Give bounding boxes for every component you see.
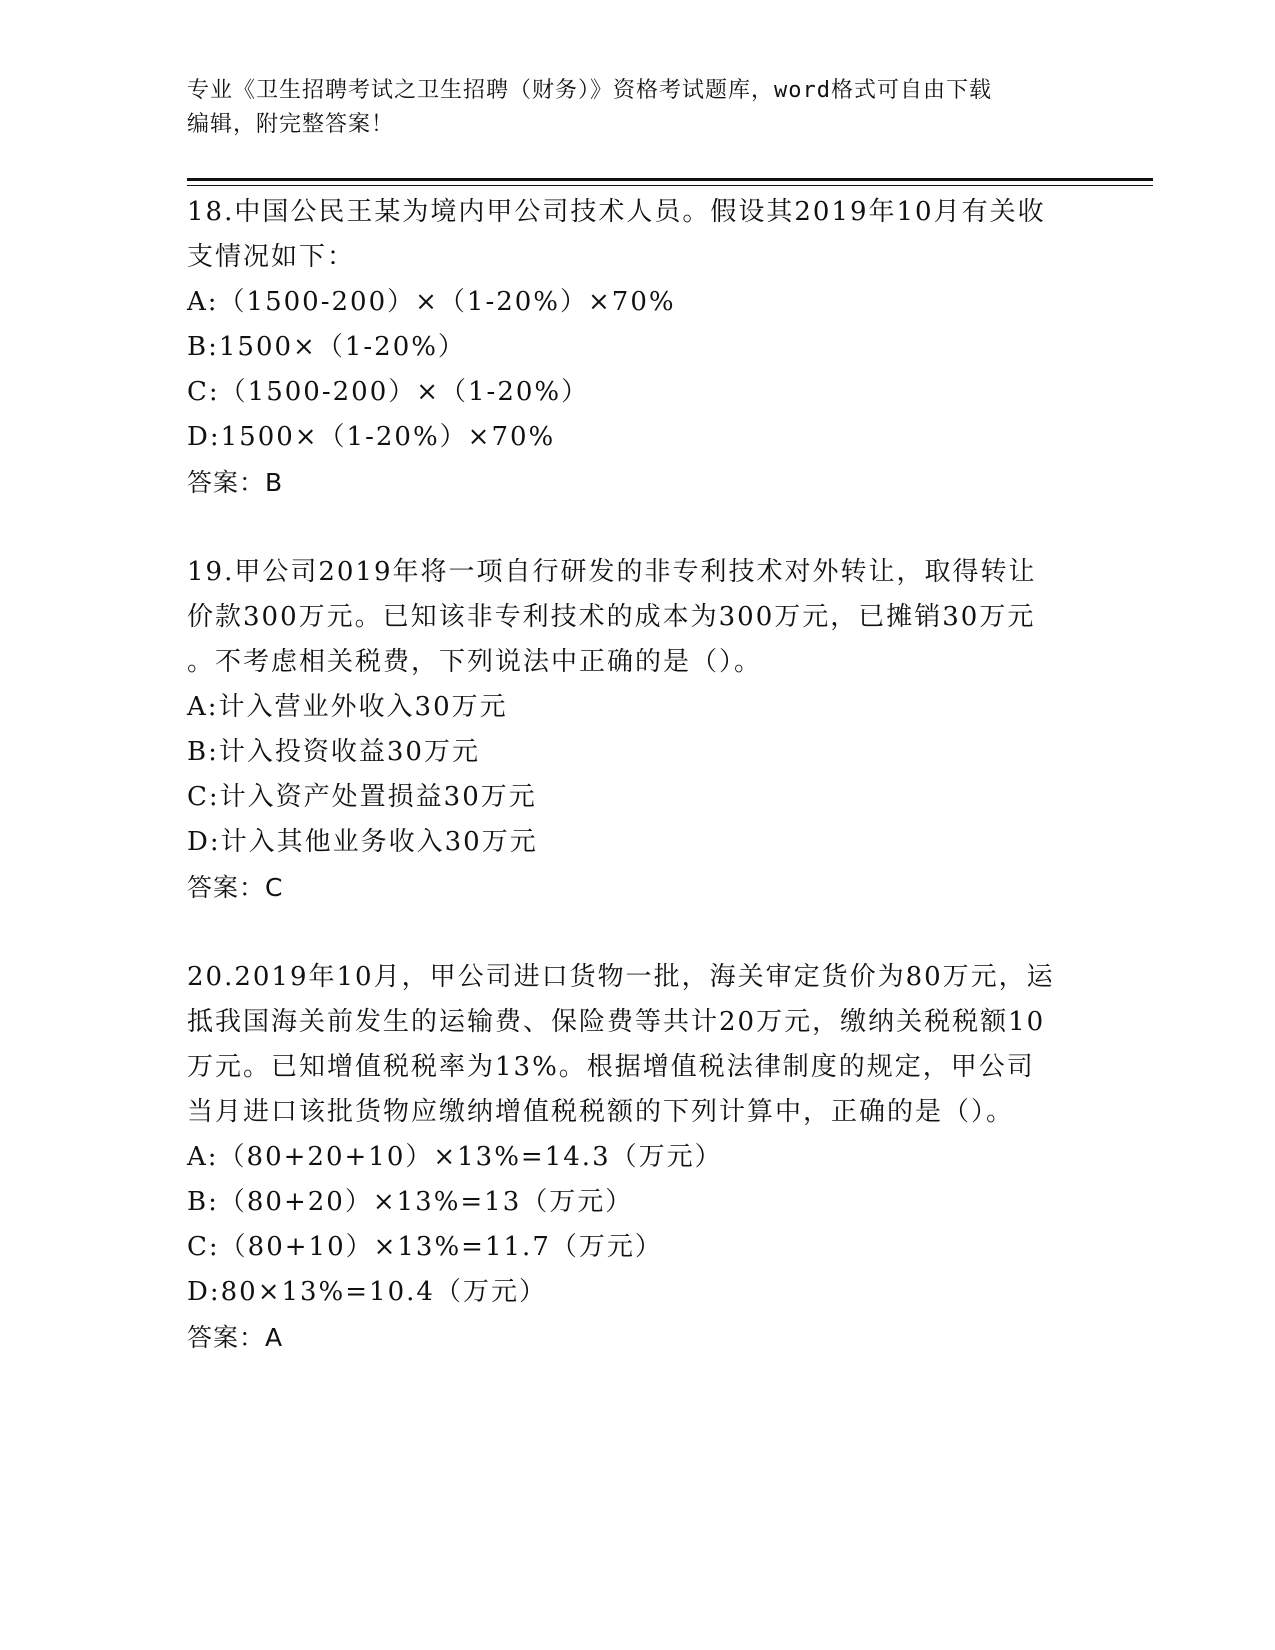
option-c: C:计入资产处置损益30万元 [187, 782, 537, 812]
question-stem-line: 18.中国公民王某为境内甲公司技术人员。假设其2019年10月有关收 [187, 197, 1046, 227]
answer-line: 答案：B [187, 468, 284, 497]
question-20 [187, 955, 1087, 1360]
option-c: C:（1500-200）×（1-20%） [187, 377, 590, 407]
option-a: A:计入营业外收入30万元 [187, 692, 508, 722]
question-stem-line: 。不考虑相关税费，下列说法中正确的是（）。 [187, 647, 763, 677]
question-19 [187, 550, 1087, 910]
question-stem-line: 万元。已知增值税税率为13%。根据增值税法律制度的规定，甲公司 [187, 1052, 1035, 1082]
answer-line: 答案：A [187, 1323, 284, 1352]
option-b: B:（80+20）×13%=13（万元） [187, 1187, 634, 1217]
option-a: A:（80+20+10）×13%=14.3（万元） [187, 1142, 723, 1172]
question-list [187, 190, 1087, 1360]
option-d: D:计入其他业务收入30万元 [187, 827, 538, 857]
header-line-2: 编辑，附完整答案！ [187, 112, 395, 137]
option-c: C:（80+10）×13%=11.7（万元） [187, 1232, 663, 1262]
option-d: D:1500×（1-20%）×70% [187, 422, 556, 452]
question-18 [187, 190, 1087, 505]
header-divider-thick [187, 178, 1153, 181]
answer-line: 答案：C [187, 873, 284, 902]
option-b: B:计入投资收益30万元 [187, 737, 480, 767]
question-stem-line: 19.甲公司2019年将一项自行研发的非专利技术对外转让，取得转让 [187, 557, 1037, 587]
question-stem-line: 20.2019年10月，甲公司进口货物一批，海关审定货价为80万元，运 [187, 962, 1055, 992]
question-stem-line: 支情况如下： [187, 242, 356, 272]
header-line-1: 专业《卫生招聘考试之卫生招聘（财务）》资格考试题库，word格式可自由下载 [187, 78, 992, 103]
question-stem-line: 价款300万元。已知该非专利技术的成本为300万元，已摊销30万元 [187, 602, 1036, 632]
option-d: D:80×13%=10.4（万元） [187, 1277, 547, 1307]
document-header [187, 74, 1087, 142]
option-b: B:1500×（1-20%） [187, 332, 466, 362]
header-divider-thin [187, 185, 1153, 186]
option-a: A:（1500-200）×（1-20%）×70% [187, 287, 676, 317]
question-stem-line: 当月进口该批货物应缴纳增值税税额的下列计算中，正确的是（）。 [187, 1097, 1015, 1127]
question-stem-line: 抵我国海关前发生的运输费、保险费等共计20万元，缴纳关税税额10 [187, 1007, 1046, 1037]
